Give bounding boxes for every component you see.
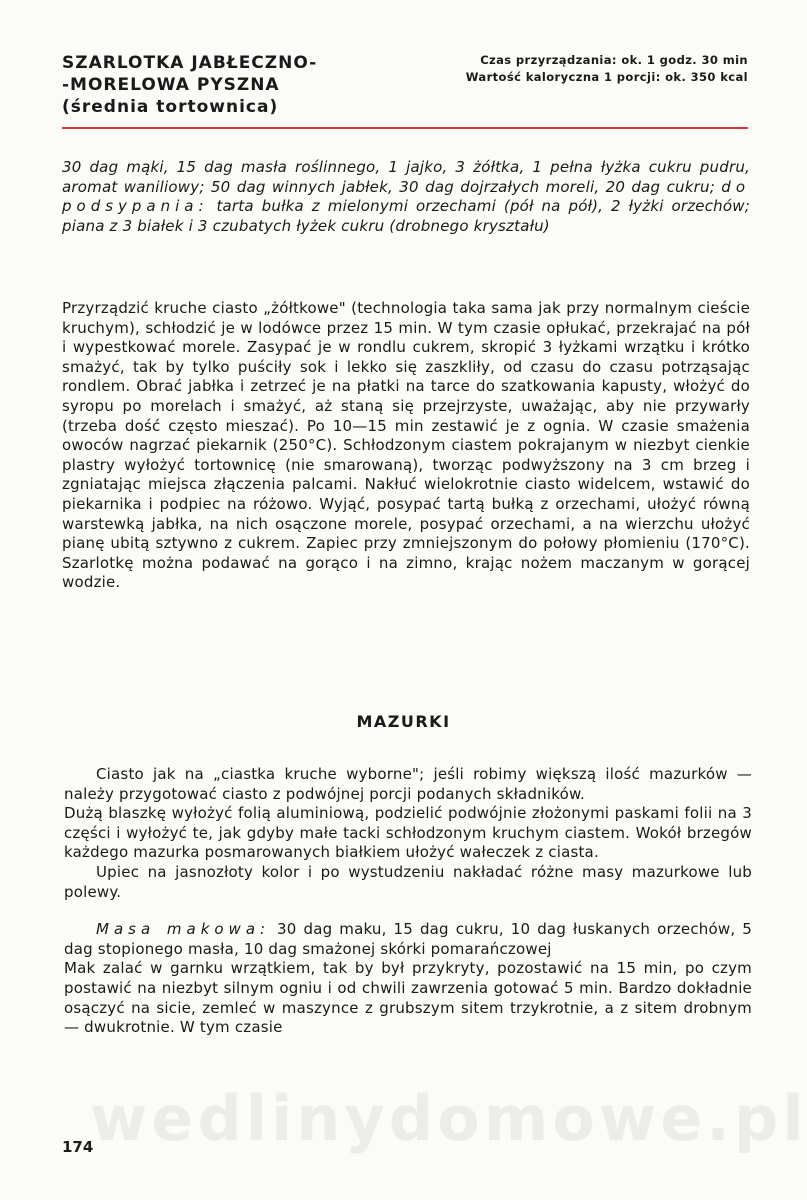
ingredients-paragraph — [62, 158, 750, 236]
calories: Wartość kaloryczna 1 porcji: ok. 350 kcal — [465, 70, 748, 84]
mazurki-section — [64, 765, 752, 1038]
mazurki-step-1: Dużą blaszkę wyłożyć folią aluminiową, podzielić podwójnie złożonymi paskami folii na 3 części i wyłożyć te, jak gdyby małe tacki schłodzonym kruchym ciastem. Wokół brzegów każdego mazurka posmarowanych białkiem ułożyć wałeczek z ciasta. — [64, 804, 752, 862]
watermark: wedlinydomowe.pl — [90, 1082, 807, 1155]
recipe-title-line-3: (średnia tortownica) — [62, 97, 279, 117]
header-divider — [62, 127, 748, 129]
masa-label: Masa makowa: — [96, 920, 271, 939]
mazurki-intro: Ciasto jak na „ciastka kruche wyborne"; jeśli robimy większą ilość mazurków — należy przygotować ciasto z podwójnej porcji podanych składników. — [64, 765, 752, 803]
masa-ingredients: 30 dag maku, 15 dag cukru, 10 dag łuskanych orzechów, 5 dag stopionego masła, 10 dag smażonej skórki pomarańczowej — [64, 920, 752, 958]
recipe-meta — [398, 52, 748, 86]
recipe-title-line-1: SZARLOTKA JABŁECZNO- — [62, 53, 318, 73]
method-paragraph — [62, 299, 750, 593]
ingredients-text-1: 30 dag mąki, 15 dag masła roślinnego, 1 jajko, 3 żółtka, 1 pełna łyżka cukru pudru, aromat waniliowy; 50 dag winnych jabłek, 30 dag dojrzałych moreli, 20 dag cukru; — [62, 158, 750, 196]
ingredients-text-2: tarta bułka z mielonymi orzechami (pół na pół), 2 łyżki orzechów; piana z 3 białek i 3 czubatych łyżek cukru (drobnego kryształu) — [62, 197, 750, 235]
recipe-title — [62, 52, 362, 118]
section-title-mazurki: MAZURKI — [356, 712, 451, 731]
masa-method: Mak zalać w garnku wrzątkiem, tak by był przykryty, pozostawić na 15 min, po czym postawić na niezbyt silnym ogniu i od chwili zawrzenia gotować 5 min. Bardzo dokładnie osączyć na sicie, zemleć w maszynce z grubszym sitem trzykrotnie, a z sitem drobnym — dwukrotnie. W tym czasie — [64, 959, 752, 1037]
mazurki-step-2: Upiec na jasnozłoty kolor i po wystudzeniu nakładać różne masy mazurkowe lub polewy. — [64, 862, 752, 901]
page-number: 174 — [62, 1138, 94, 1156]
prep-time: Czas przyrządzania: ok. 1 godz. 30 min — [480, 53, 748, 67]
recipe-title-line-2: -MORELOWA PYSZNA — [62, 75, 280, 95]
ingredients-label: do podsypania: — [62, 177, 750, 216]
method-text: Przyrządzić kruche ciasto „żółtkowe" (technologia taka sama jak przy normalnym cieście kruchym), schłodzić je w lodówce przez 15 min. W tym czasie opłukać, przekrajać na pół i wypestkować morele. Zasypać je w rondlu cukrem, skropić 3 łyżkami wrzątku i krótko smażyć, tak by tylko puściły sok i lekko się zaszkliły, od czasu do czasu potrząsając rondlem. Obrać jabłka i zetrzeć je na płatki na tarce do szatkowania kapusty, włożyć do syropu po morelach i smażyć, aż staną się przejrzyste, uważając, aby nie przywarły (trzeba dość często mieszać). Po 10—15 min zestawić je z ognia. W czasie smażenia owoców nagrzać piekarnik (250°C). Schłodzonym ciastem pokrajanym w niezbyt cienkie plastry wyłożyć tortownicę (nie smarowaną), tworząc podwyższony na 3 cm brzeg i zgniatając miejsca złączenia palcami. Nakłuć wielokrotnie ciasto widelcem, wstawić do piekarnika i podpiec na różowo. Wyjąć, posypać tartą bułką z orzechami, ułożyć równą warstewką jabłka, na nich osączone morele, posypać orzechami, a na wierzchu ułożyć pianę ubitą sztywno z cukrem. Zapiec przy zmniejszonym do połowy płomieniu (170°C). Szarlotkę można podawać na gorąco i na zimno, krając nożem maczanym w gorącej wodzie. — [62, 299, 750, 592]
